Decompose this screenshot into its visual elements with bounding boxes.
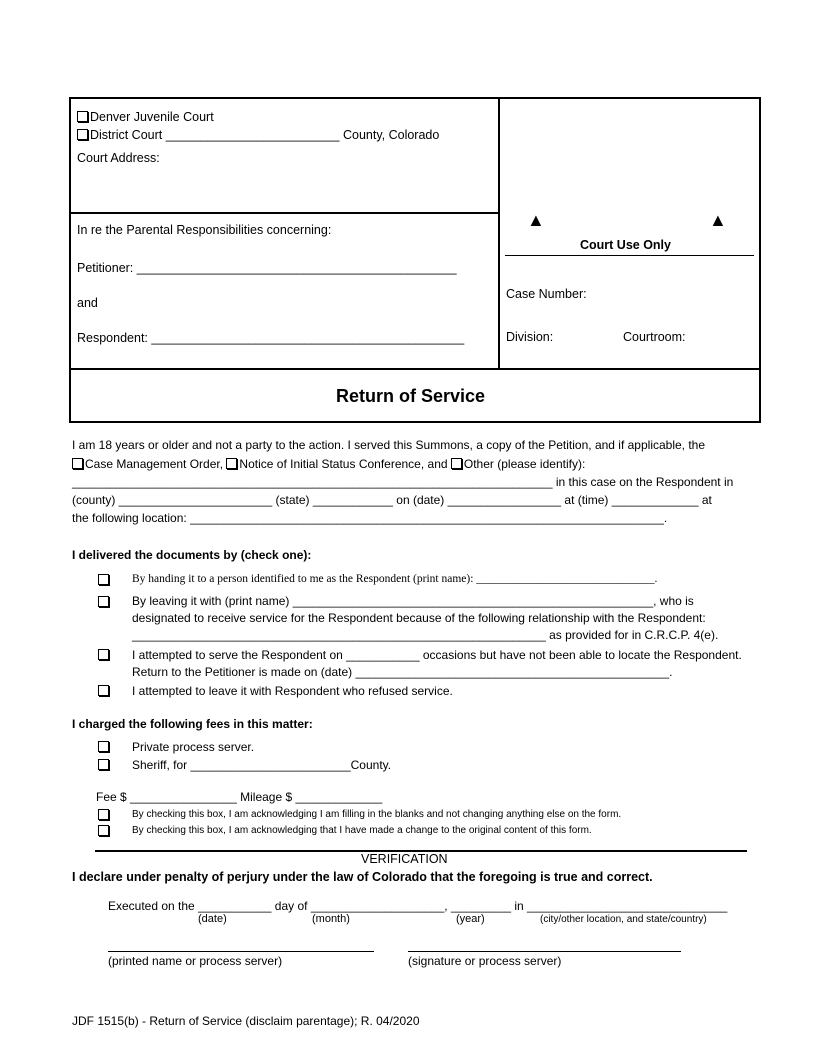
month-caption: (month) — [312, 913, 350, 925]
delivery-opt-2b: designated to receive service for the Respondent because of the following relationship with the Respondent: — [132, 611, 706, 625]
checkbox-icon[interactable] — [451, 458, 462, 469]
ack-opt-2: By checking this box, I am acknowledging that I have made a change to the original content of this form. — [132, 825, 592, 836]
delivery-opt-2a[interactable]: By leaving it with (print name) ______________________________________________________, who is — [132, 594, 694, 608]
triangle-left-icon: ▲ — [527, 210, 545, 230]
statement-line-1: I am 18 years or older and not a party to the action. I served this Summons, a copy of the Petition, and if applicable, the — [72, 438, 706, 452]
declaration-statement: I declare under penalty of perjury under the law of Colorado that the foregoing is true and correct. — [72, 870, 653, 884]
location-caption: (city/other location, and state/country) — [540, 914, 707, 925]
checkbox-icon[interactable] — [98, 809, 109, 820]
form-footer: JDF 1515(b) - Return of Service (disclaim parentage); R. 04/2020 — [72, 1014, 420, 1028]
printed-name-line[interactable] — [108, 951, 374, 952]
statement-line-4[interactable]: (county) _______________________ (state) ____________ on (date) _________________ at (time) _____________ at — [72, 493, 712, 507]
delivery-opt-3a[interactable]: I attempted to serve the Respondent on ___________ occasions but have not been able to locate the Respondent. — [132, 648, 742, 662]
checkbox-icon[interactable] — [98, 741, 109, 752]
verification-heading: VERIFICATION — [361, 852, 448, 866]
opt-case-management: Case Management Order, — [85, 457, 224, 471]
triangle-right-icon: ▲ — [709, 210, 727, 230]
executed-line[interactable]: Executed on the ___________ day of ____________________, _________ in ______________________________ — [108, 899, 728, 913]
signature-line[interactable] — [408, 951, 681, 952]
statement-line-5[interactable]: the following location: _______________________________________________________________________. — [72, 511, 668, 525]
checkbox-icon[interactable] — [98, 574, 109, 585]
fees-heading: I charged the following fees in this matter: — [72, 717, 313, 731]
case-number-label: Case Number: — [506, 287, 587, 301]
ack-opt-1: By checking this box, I am acknowledging I am filling in the blanks and not changing anything else on the form. — [132, 809, 622, 820]
checkbox-icon[interactable] — [98, 596, 109, 607]
checkbox-icon[interactable] — [98, 759, 109, 770]
date-caption: (date) — [198, 913, 227, 925]
and-label: and — [77, 296, 98, 310]
fees-opt-2[interactable]: Sheriff, for ________________________County. — [132, 758, 392, 772]
delivery-heading: I delivered the documents by (check one): — [72, 548, 312, 562]
fees-opt-1: Private process server. — [132, 740, 255, 754]
opt-other: Other (please identify): — [463, 457, 586, 471]
fee-mileage-line[interactable]: Fee $ ________________ Mileage $ _____________ — [96, 790, 383, 804]
checkbox-icon[interactable] — [77, 111, 88, 122]
opt-notice: Notice of Initial Status Conference, and — [239, 457, 448, 471]
year-caption: (year) — [456, 913, 485, 925]
delivery-opt-4: I attempted to leave it with Respondent who refused service. — [132, 684, 453, 698]
page-title: Return of Service — [336, 386, 486, 406]
printed-name-caption: (printed name or process server) — [108, 954, 283, 968]
statement-line-3[interactable]: ________________________________________________________________________ in this case on the Respondent in — [72, 475, 734, 489]
checkbox-icon[interactable] — [98, 825, 109, 836]
district-court-option[interactable] — [77, 128, 439, 142]
statement-line-2 — [72, 457, 585, 471]
delivery-opt-3b[interactable]: Return to the Petitioner is made on (date) _______________________________________________. — [132, 665, 673, 679]
division-label: Division: — [506, 330, 554, 344]
delivery-opt-1[interactable]: By handing it to a person identified to me as the Respondent (print name): _______________________________. — [132, 573, 658, 585]
petitioner-field[interactable]: Petitioner: ______________________________________________ — [77, 261, 457, 275]
checkbox-icon[interactable] — [77, 129, 88, 140]
court-use-divider — [505, 255, 754, 256]
checkbox-icon[interactable] — [72, 458, 83, 469]
checkbox-icon[interactable] — [226, 458, 237, 469]
delivery-opt-2c[interactable]: ______________________________________________________________ as provided for in C.R.C.P. 4(e). — [132, 628, 719, 642]
court-denver-label: Denver Juvenile Court — [90, 110, 214, 124]
respondent-field[interactable]: Respondent: _____________________________________________ — [77, 331, 465, 345]
in-re-label: In re the Parental Responsibilities concerning: — [77, 223, 332, 237]
denver-court-option[interactable] — [77, 110, 214, 124]
court-district-label: District Court _________________________ County, Colorado — [90, 128, 440, 142]
signature-caption: (signature or process server) — [408, 954, 562, 968]
court-use-only-label: Court Use Only — [580, 238, 671, 252]
checkbox-icon[interactable] — [98, 649, 109, 660]
court-address-label: Court Address: — [77, 151, 160, 165]
checkbox-icon[interactable] — [98, 685, 109, 696]
courtroom-label: Courtroom: — [623, 330, 686, 344]
